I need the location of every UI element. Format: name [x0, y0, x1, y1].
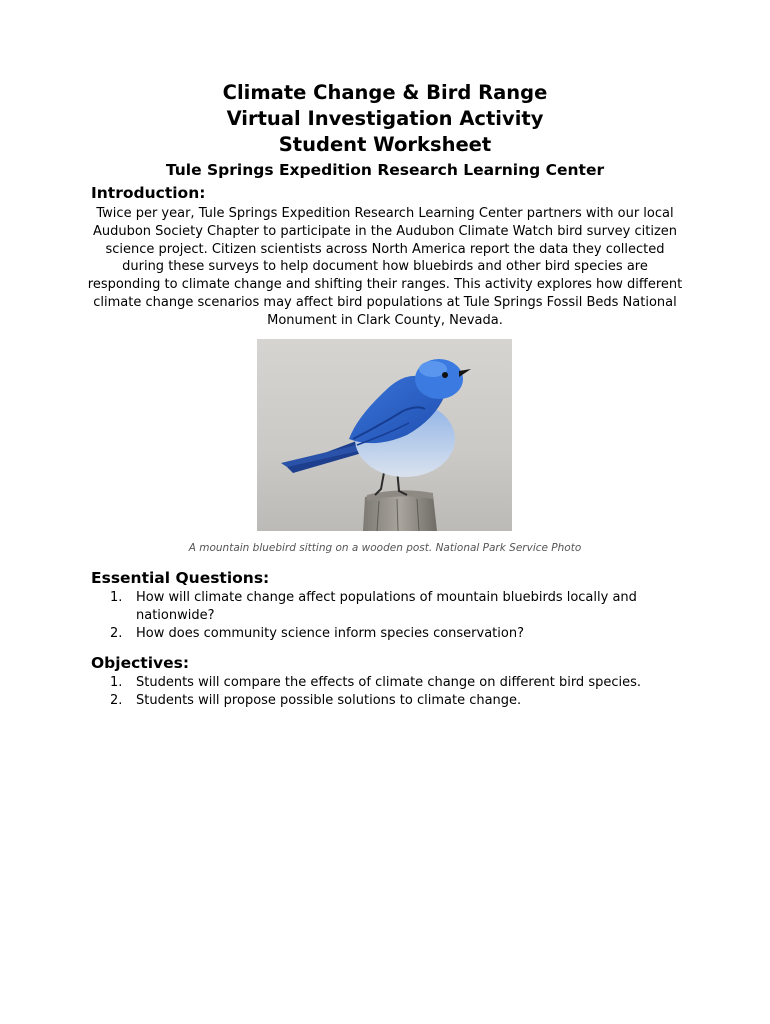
title-line: Climate Change & Bird Range [222, 81, 548, 104]
essential-questions-heading: Essential Questions: [91, 569, 270, 587]
introduction-heading: Introduction: [91, 184, 206, 202]
list-item [110, 625, 690, 643]
list-number: 2. [110, 693, 123, 708]
list-item [110, 692, 690, 710]
bluebird-photo [257, 339, 512, 531]
list-item [110, 674, 690, 692]
objectives-list [110, 674, 690, 710]
worksheet-title [0, 80, 770, 158]
photo-caption: A mountain bluebird sitting on a wooden post. National Park Service Photo [188, 542, 582, 554]
organization-name: Tule Springs Expedition Research Learning Center [165, 161, 605, 179]
title-line: Student Worksheet [278, 133, 492, 156]
list-item-text: Students will compare the effects of climate change on different bird species. [136, 675, 642, 690]
list-number: 1. [110, 675, 123, 690]
essential-questions-list [110, 589, 690, 643]
list-number: 2. [110, 626, 123, 641]
objectives-heading: Objectives: [91, 654, 190, 672]
title-line: Virtual Investigation Activity [226, 107, 544, 130]
list-item-text: Students will propose possible solutions to climate change. [136, 693, 522, 708]
introduction-text: Twice per year, Tule Springs Expedition Research Learning Center partners with our local Audubon Society Chapter to participate in the Audubon Climate Watch bird survey citizen science project. Citizen scientists across North America report the data they collected during these surveys to help document how bluebirds and other bird species are responding to climate change and shifting their ranges. This activity explores how different climate change scenarios may affect bird populations at Tule Springs Fossil Beds National Monument in Clark County, Nevada. [87, 206, 683, 328]
list-number: 1. [110, 590, 123, 605]
list-item-text: How does community science inform species conservation? [136, 626, 524, 641]
list-item [110, 589, 690, 625]
list-item-text: How will climate change affect populations of mountain bluebirds locally and nationwide? [136, 590, 637, 623]
